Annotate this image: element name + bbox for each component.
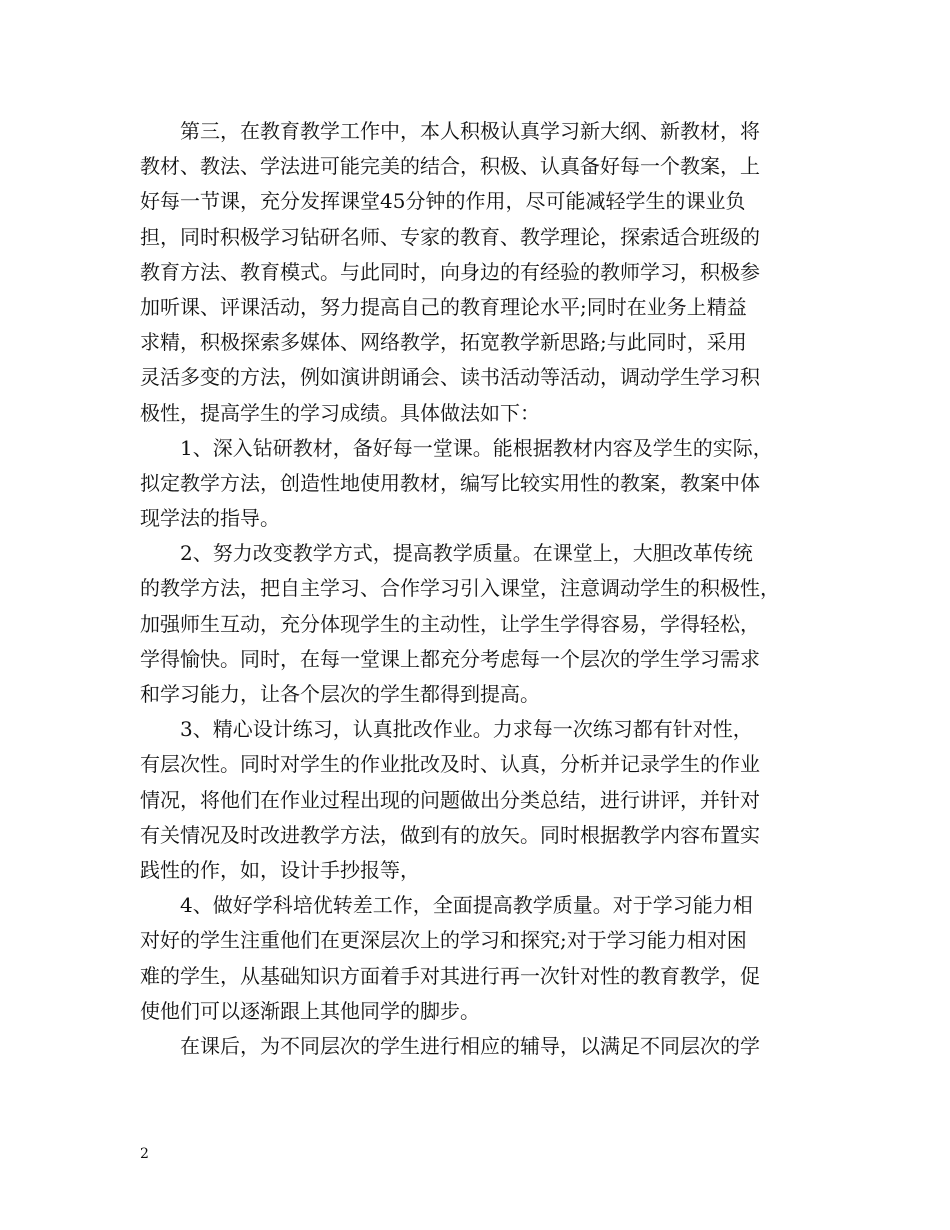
page-number: 2 [140,1146,149,1162]
text-line: 教育方法、教育模式。与此同时，向身边的有经验的教师学习，积极参 [140,259,760,284]
text-line: 有层次性。同时对学生的作业批改及时、认真，分析并记录学生的作业 [140,752,760,777]
text-line: 有关情况及时改进教学方法，做到有的放矢。同时根据教学内容布置实 [140,822,760,847]
text-line: 4、做好学科培优转差工作，全面提高教学质量。对于学习能力相 [180,893,753,918]
text-line: 和学习能力，让各个层次的学生都得到提高。 [140,682,540,706]
text-line: 情况，将他们在作业过程出现的问题做出分类总结，进行讲评，并针对 [140,787,760,812]
text-line: 求精，积极探索多媒体、网络教学，拓宽教学新思路;与此同时，采用 [140,330,747,355]
paragraph-4 [140,712,830,888]
text-line: 学得愉快。同时，在每一堂课上都充分考虑每一个层次的学生学习需求 [140,646,760,671]
text-line: 拟定教学方法，创造性地使用教材，编写比较实用性的教案，教案中体 [140,470,760,495]
text-line: 难的学生，从基础知识方面着手对其进行再一次针对性的教育教学，促 [140,963,760,988]
text-line: 灵活多变的方法，例如演讲朗诵会、读书活动等活动，调动学生学习积 [140,365,760,390]
paragraph-6 [140,1029,830,1064]
text-line: 第三，在教育教学工作中，本人积极认真学习新大纲、新教材，将 [180,119,760,143]
text-line: 现学法的指导。 [140,506,280,531]
text-line: 对好的学生注重他们在更深层次上的学习和探究;对于学习能力相对困 [140,928,747,953]
paragraph-1 [140,114,830,431]
text-line: 3、精心设计练习，认真批改作业。力求每一次练习都有针对性， [180,717,753,742]
text-line: 践性的作，如，设计手抄报等， [140,857,420,882]
text-line: 好每一节课，充分发挥课堂45分钟的作用，尽可能减轻学生的课业负 [140,189,746,214]
text-line: 在课后，为不同层次的学生进行相应的辅导，以满足不同层次的学 [180,1033,760,1058]
paragraph-5 [140,888,830,1029]
paragraph-3 [140,536,830,712]
text-line: 2、努力改变教学方式，提高教学质量。在课堂上，大胆改革传统 [180,541,753,566]
document-body [140,114,830,1064]
text-line: 极性，提高学生的学习成绩。具体做法如下： [140,400,540,425]
text-line: 使他们可以逐渐跟上其他同学的脚步。 [140,998,480,1023]
text-line: 担，同时积极学习钻研名师、专家的教育、教学理论，探索适合班级的 [140,224,760,249]
text-line: 加听课、评课活动，努力提高自己的教育理论水平;同时在业务上精益 [140,294,747,319]
paragraph-2 [140,431,830,537]
text-line: 1、深入钻研教材，备好每一堂课。能根据教材内容及学生的实际， [180,435,773,460]
text-line: 加强师生互动，充分体现学生的主动性，让学生学得容易，学得轻松， [140,611,760,636]
text-line: 的教学方法，把自主学习、合作学习引入课堂，注意调动学生的积极性， [140,576,780,601]
text-line: 教材、教法、学法进可能完美的结合，积极、认真备好每一个教案，上 [140,154,760,179]
